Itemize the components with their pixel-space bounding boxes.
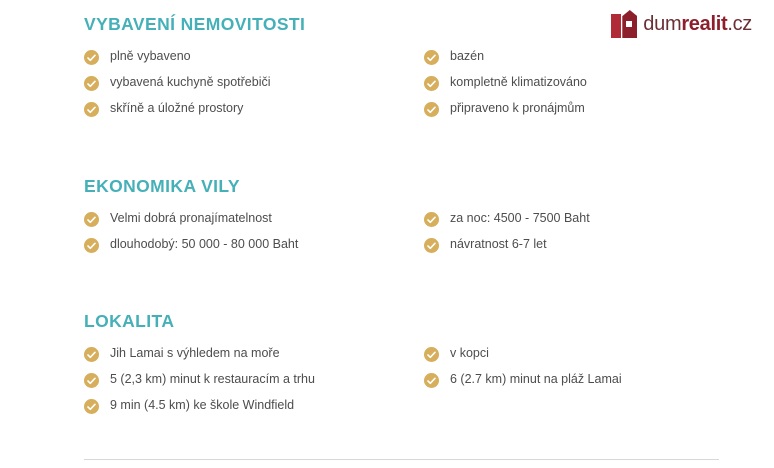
- check-circle-icon: [84, 373, 99, 388]
- check-circle-icon: [84, 238, 99, 253]
- list-item-label: v kopci: [450, 346, 489, 360]
- list-item: [424, 49, 744, 65]
- list-item-label: 6 (2.7 km) minut na pláž Lamai: [450, 372, 622, 386]
- check-circle-icon: [424, 347, 439, 362]
- section-title-economy: EKONOMIKA VILY: [84, 176, 240, 196]
- list-item: [84, 101, 414, 117]
- list-item-label: Velmi dobrá pronajímatelnost: [110, 211, 272, 225]
- section-columns-economy: [84, 211, 744, 263]
- list-item: [84, 237, 414, 253]
- section-economy: [84, 176, 744, 263]
- list-item: [424, 346, 744, 362]
- list-item: [84, 398, 414, 414]
- section-title-equipment: VYBAVENÍ NEMOVITOSTI: [84, 14, 306, 34]
- section-location: [84, 311, 744, 424]
- list-item: [424, 211, 744, 227]
- list-item-label: návratnost 6-7 let: [450, 237, 547, 251]
- column-right-equipment: [414, 49, 744, 127]
- list-item: [424, 237, 744, 253]
- list-item: [84, 49, 414, 65]
- column-left-equipment: [84, 49, 414, 127]
- column-left-economy: [84, 211, 414, 263]
- check-circle-icon: [84, 50, 99, 65]
- check-circle-icon: [424, 102, 439, 117]
- check-circle-icon: [424, 212, 439, 227]
- check-circle-icon: [424, 50, 439, 65]
- list-item: [424, 372, 744, 388]
- list-item: [84, 346, 414, 362]
- list-item-label: 9 min (4.5 km) ke škole Windfield: [110, 398, 295, 412]
- list-item: [84, 211, 414, 227]
- footer-divider: [84, 459, 719, 460]
- section-equipment: [84, 14, 744, 127]
- check-circle-icon: [424, 373, 439, 388]
- column-right-location: [414, 346, 744, 424]
- list-item: [84, 372, 414, 388]
- list-item-label: dlouhodobý: 50 000 - 80 000 Baht: [110, 237, 299, 251]
- list-item: [424, 75, 744, 91]
- list-item-label: Jih Lamai s výhledem na moře: [110, 346, 280, 360]
- list-item-label: vybavená kuchyně spotřebiči: [110, 75, 271, 89]
- list-item: [424, 101, 744, 117]
- brand-name-part2: realit: [681, 12, 728, 35]
- list-item: [84, 75, 414, 91]
- check-circle-icon: [84, 212, 99, 227]
- check-circle-icon: [424, 238, 439, 253]
- list-item-label: skříně a úložné prostory: [110, 101, 244, 115]
- check-circle-icon: [424, 76, 439, 91]
- section-columns-location: [84, 346, 744, 424]
- list-item-label: 5 (2,3 km) minut k restauracím a trhu: [110, 372, 315, 386]
- check-circle-icon: [84, 347, 99, 362]
- column-left-location: [84, 346, 414, 424]
- section-title-location: LOKALITA: [84, 311, 175, 331]
- list-item-label: za noc: 4500 - 7500 Baht: [450, 211, 590, 225]
- list-item-label: plně vybaveno: [110, 49, 191, 63]
- list-item-label: připraveno k pronájmům: [450, 101, 585, 115]
- check-circle-icon: [84, 102, 99, 117]
- check-circle-icon: [84, 76, 99, 91]
- check-circle-icon: [84, 399, 99, 414]
- list-item-label: bazén: [450, 49, 485, 63]
- column-right-economy: [414, 211, 744, 263]
- brand-name-part1: dum: [643, 12, 682, 35]
- list-item-label: kompletně klimatizováno: [450, 75, 587, 89]
- section-columns-equipment: [84, 49, 744, 127]
- brand-name-part3: .cz: [727, 12, 752, 35]
